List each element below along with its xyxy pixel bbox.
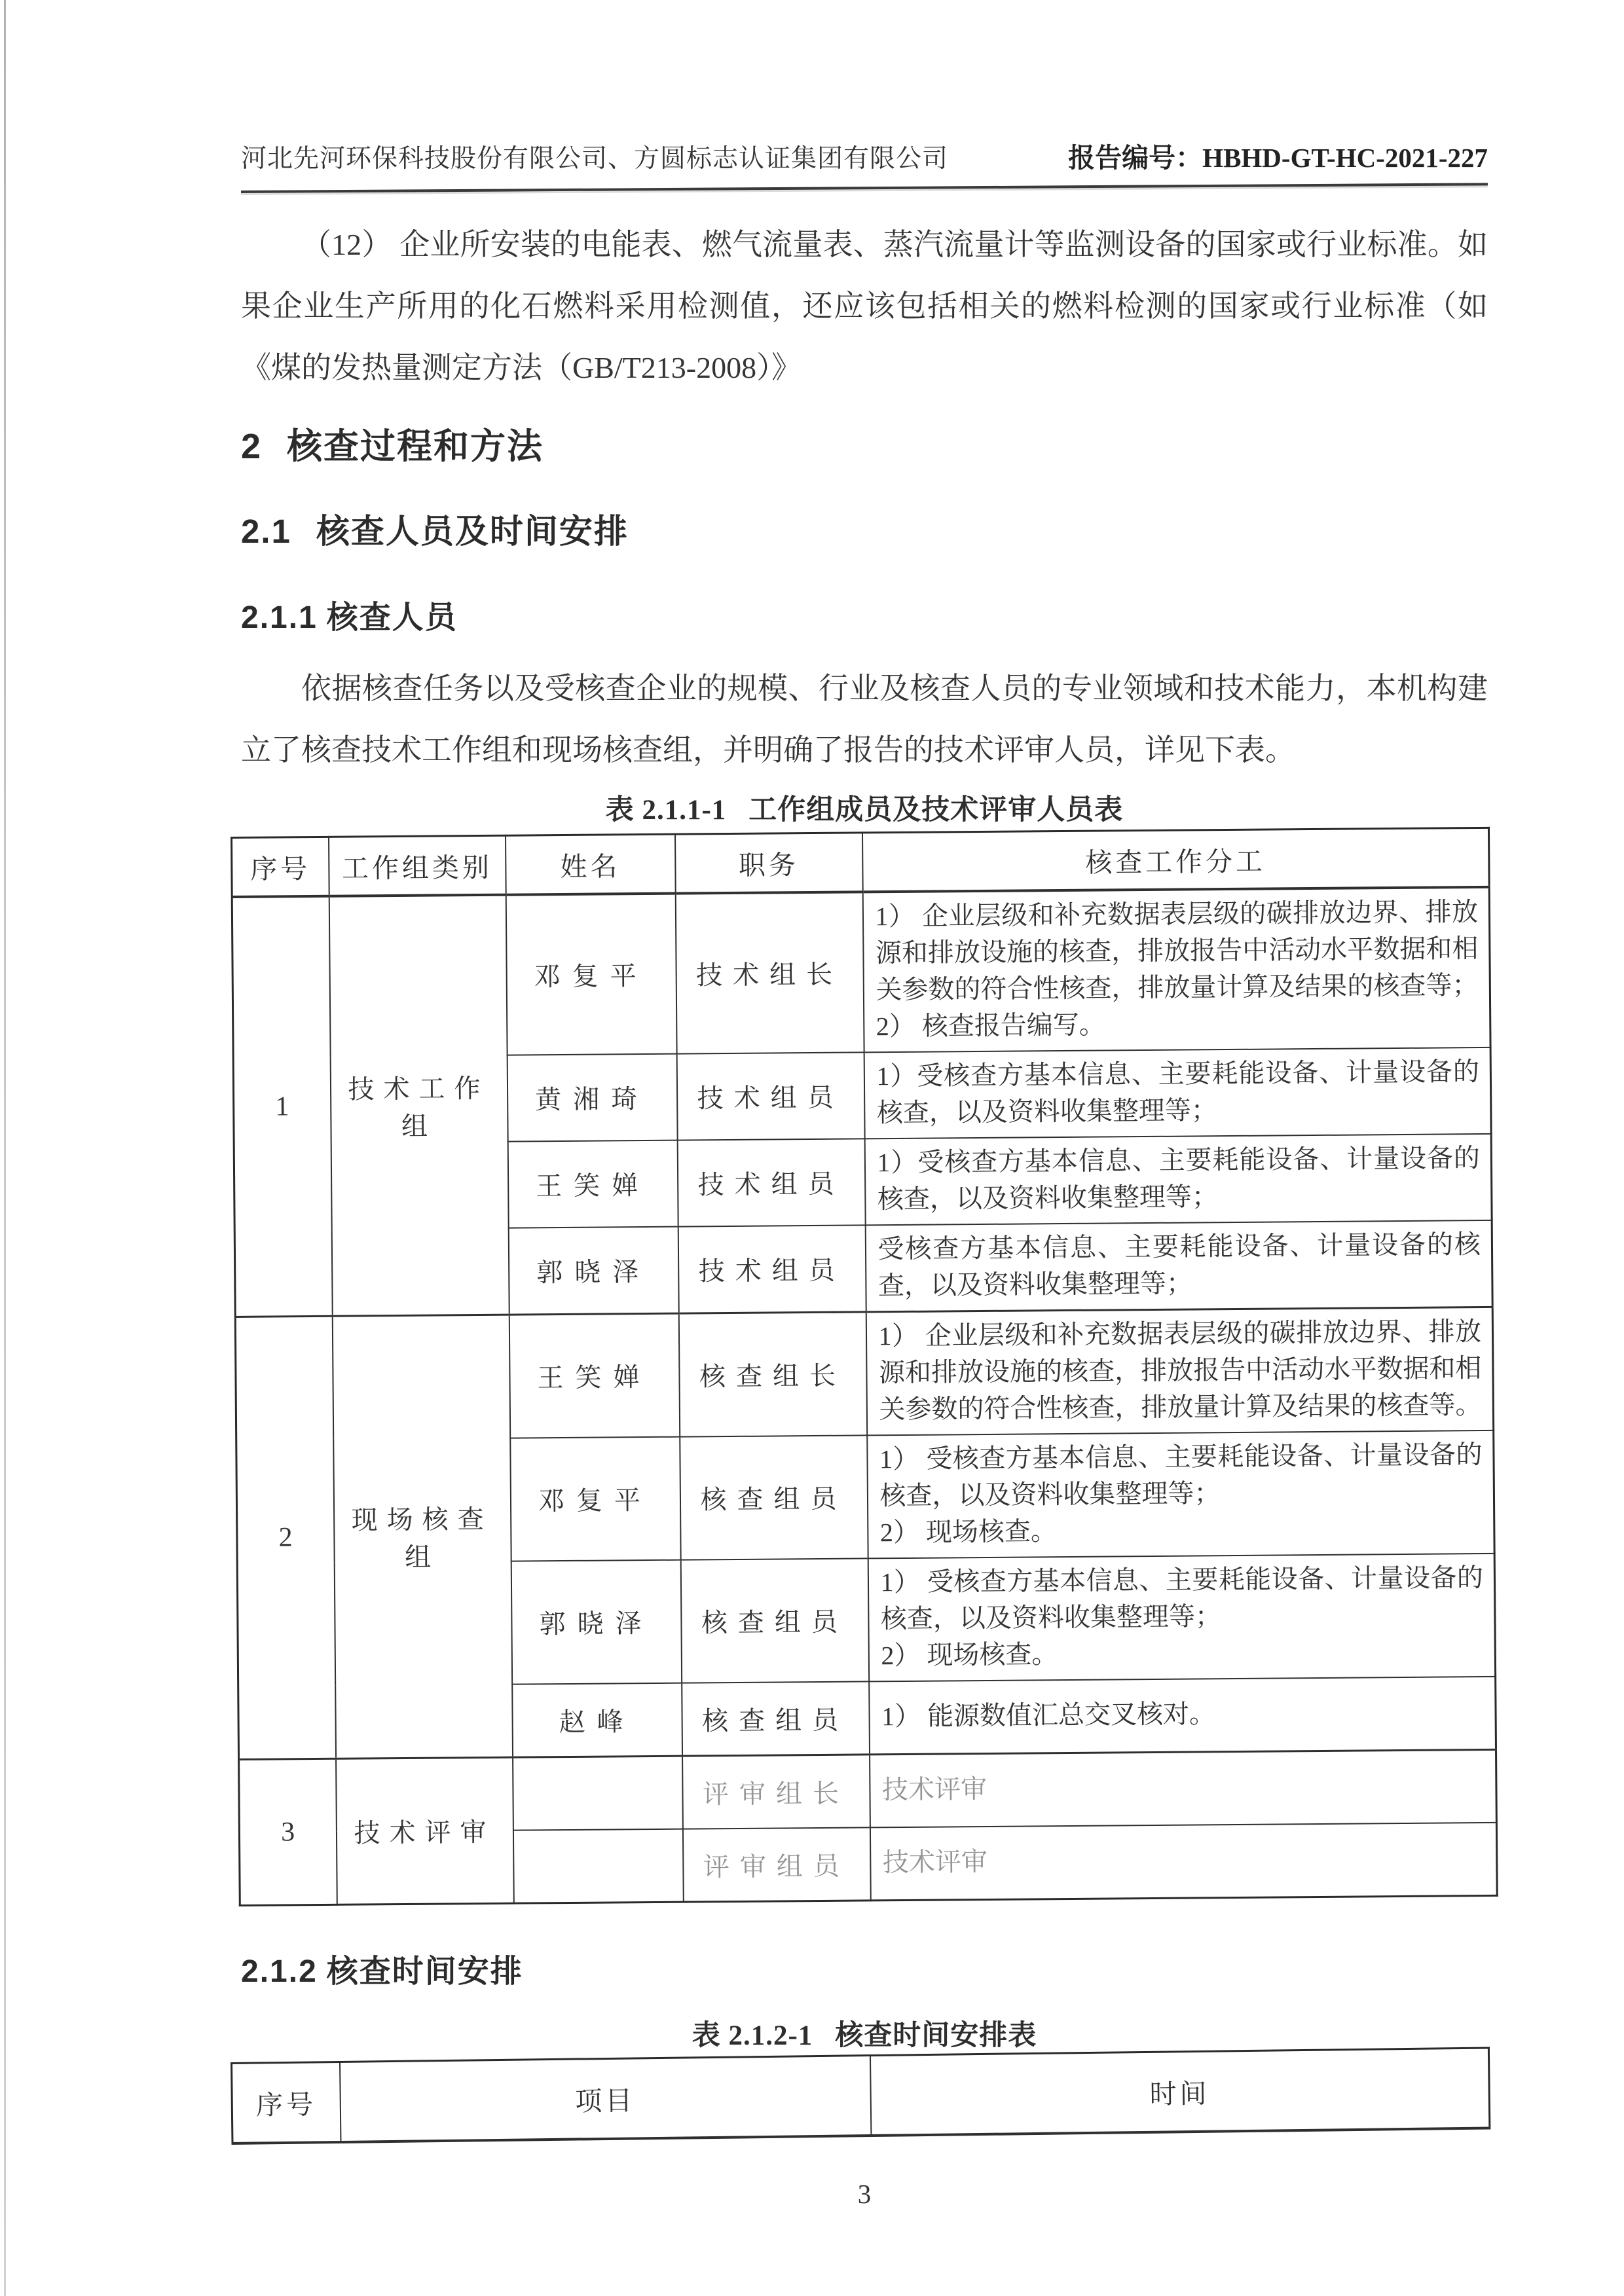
table-caption-title: 核查时间安排表	[835, 2020, 1037, 2051]
duty-cell	[864, 1133, 1492, 1225]
duty-item: 1） 能源数值汇总交叉核对。	[881, 1699, 1216, 1732]
table-header-row	[232, 2048, 1490, 2143]
section-heading-2-1	[241, 504, 1488, 553]
report-number	[1068, 136, 1488, 175]
name-cell: 郭晓泽	[508, 1226, 678, 1315]
duty-item: 1） 企业层级和补充数据表层级的碳排放边界、排放源和排放设施的核查，排放报告中活动水平数据和相关参数的符合性核查，排放量计算及结果的核查等。	[878, 1316, 1482, 1424]
duty-cell	[865, 1220, 1492, 1311]
role-cell: 核查组员	[680, 1558, 868, 1683]
name-cell: 赵峰	[512, 1683, 682, 1757]
intro-paragraph: （12） 企业所安装的电能表、燃气流量表、蒸汽流量计等监测设备的国家或行业标准。如果企业生产所用的化石燃料采用检测值，还应该包括相关的燃料检测的国家或行业标准（如《煤的发热量测定方法（GB/T213-2008）》	[241, 228, 1488, 384]
header-rule	[241, 183, 1488, 193]
col-header-item: 项目	[340, 2055, 871, 2141]
seq-cell: 1	[232, 896, 332, 1317]
duty-item: 2） 现场核查。	[879, 1516, 1058, 1547]
table1-caption	[241, 788, 1488, 828]
schedule-table-header	[232, 2048, 1490, 2143]
table-caption-title: 工作组成员及技术评审人员表	[748, 795, 1124, 826]
personnel-paragraph: 依据核查任务以及受核查企业的规模、行业及核查人员的专业领域和技术能力，本机构建立了核查技术工作组和现场核查组，并明确了报告的技术评审人员，详见下表。	[241, 672, 1488, 767]
role-cell: 技术组员	[677, 1139, 865, 1226]
section-number: 2.1.1	[241, 600, 318, 635]
name-cell	[513, 1829, 683, 1903]
table-caption-number: 表 2.1.1-1	[605, 795, 727, 826]
workgroup-table	[231, 827, 1498, 1906]
duty-item: 技术评审	[881, 1774, 987, 1805]
section-title: 核查人员	[326, 600, 458, 635]
duty-cell	[867, 1430, 1494, 1558]
role-cell: 技术组员	[678, 1225, 866, 1313]
name-cell: 王笑婵	[509, 1313, 679, 1438]
name-cell: 邓复平	[510, 1436, 680, 1561]
table-row	[232, 886, 1490, 1057]
duty-cell	[870, 1749, 1497, 1827]
duty-cell	[862, 886, 1490, 1052]
category-cell: 技术工作组	[329, 894, 509, 1316]
duty-item: 受核查方基本信息、主要耗能设备、计量设备的核查，以及资料收集整理等；	[877, 1229, 1481, 1300]
report-number-value: HBHD-GT-HC-2021-227	[1202, 143, 1488, 173]
name-cell: 黄湘琦	[507, 1053, 677, 1141]
col-header-role: 职务	[674, 833, 862, 893]
role-cell: 核查组员	[680, 1435, 868, 1559]
section-heading-2	[241, 418, 1488, 469]
role-cell: 技术组长	[675, 892, 864, 1053]
workgroup-table-header	[232, 828, 1490, 896]
company-name: 河北先河环保科技股份有限公司、方圆标志认证集团有限公司	[241, 145, 949, 173]
col-header-category: 工作组类别	[329, 835, 506, 896]
seq-cell: 2	[235, 1316, 335, 1759]
table2-caption	[241, 2013, 1488, 2053]
name-cell: 郭晓泽	[511, 1559, 681, 1684]
schedule-table	[231, 2047, 1490, 2144]
role-cell: 评审组员	[682, 1827, 870, 1902]
name-cell: 王笑婵	[507, 1140, 678, 1228]
workgroup-table-body	[232, 886, 1497, 1905]
duty-item: 技术评审	[882, 1846, 988, 1878]
duty-item: 1）受核查方基本信息、主要耗能设备、计量设备的核查，以及资料收集整理等；	[876, 1056, 1480, 1127]
page-number: 3	[857, 2179, 872, 2209]
role-cell: 核查组员	[682, 1681, 870, 1756]
section-number: 2.1	[241, 513, 291, 550]
role-cell: 技术组员	[676, 1052, 864, 1140]
table-header-row	[232, 828, 1490, 896]
section-heading-2-1-1	[241, 592, 1488, 637]
name-cell: 邓复平	[506, 893, 676, 1055]
duty-cell	[864, 1047, 1491, 1139]
duty-item: 1）受核查方基本信息、主要耗能设备、计量设备的核查，以及资料收集整理等；	[877, 1142, 1481, 1214]
report-number-label: 报告编号：	[1068, 143, 1203, 173]
role-cell: 评审组长	[682, 1754, 870, 1829]
seq-cell: 3	[239, 1758, 337, 1905]
duty-item: 2） 现场核查。	[881, 1639, 1058, 1670]
section-number: 2.1.2	[241, 1954, 318, 1989]
category-cell: 现场核查组	[332, 1315, 512, 1758]
duty-cell	[870, 1822, 1497, 1900]
section-number: 2	[241, 427, 263, 466]
section-title: 核查人员及时间安排	[316, 513, 629, 550]
section-title: 核查时间安排	[326, 1954, 523, 1989]
category-cell: 技术评审	[336, 1757, 514, 1904]
duty-cell	[869, 1676, 1496, 1754]
page-header	[241, 136, 1488, 175]
duty-item: 1） 受核查方基本信息、主要耗能设备、计量设备的核查，以及资料收集整理等；	[880, 1562, 1484, 1633]
duty-cell	[868, 1553, 1495, 1681]
duty-item: 2） 核查报告编写。	[876, 1010, 1105, 1041]
table-row	[235, 1307, 1493, 1440]
table-caption-number: 表 2.1.2-1	[692, 2020, 813, 2051]
col-header-time: 时间	[870, 2048, 1489, 2136]
section-heading-2-1-2	[241, 1946, 1488, 1991]
scan-edge-artifact	[4, 0, 6, 2296]
role-cell: 核查组长	[678, 1311, 866, 1436]
col-header-name: 姓名	[505, 834, 675, 894]
duty-cell	[866, 1307, 1493, 1435]
duty-item: 1） 受核查方基本信息、主要耗能设备、计量设备的核查，以及资料收集整理等；	[879, 1439, 1483, 1510]
col-header-seq: 序号	[232, 2062, 341, 2143]
name-cell	[513, 1756, 683, 1831]
col-header-seq: 序号	[232, 837, 329, 896]
col-header-duty: 核查工作分工	[862, 828, 1489, 892]
table-row	[239, 1749, 1497, 1832]
duty-item: 1） 企业层级和补充数据表层级的碳排放边界、排放源和排放设施的核查，排放报告中活动水平数据和相关参数的符合性核查，排放量计算及结果的核查等；	[875, 896, 1479, 1004]
section-title: 核查过程和方法	[287, 427, 544, 466]
